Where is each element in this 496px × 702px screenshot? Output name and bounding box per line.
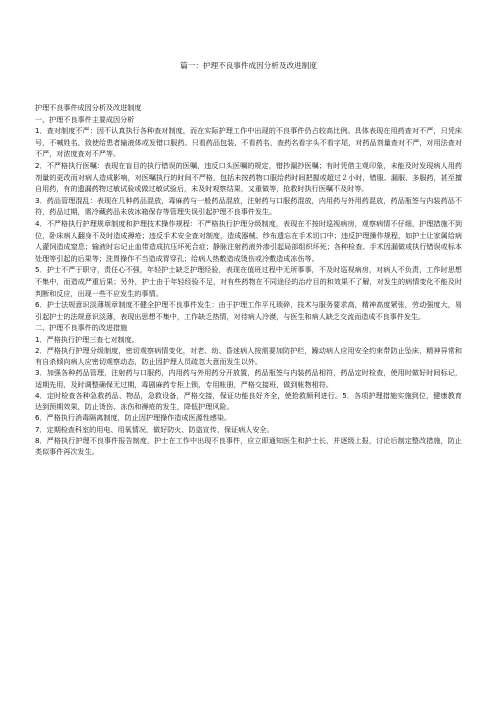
measure-item-4-5: 4．定时检查各种急救药品、物品，急救设备，严格交接，保证功能良好齐全，使抢救顺利进行。5．各项护理措施实施到位，健康教育达到预期效果，防止烫伤、冻伤和褥疮的发生，降低护理风险。	[35, 390, 462, 412]
section-title: 护理不良事件成因分析及改进制度	[35, 103, 142, 112]
measure-item-2: 2．严格执行护理分级制度，密切观察病情变化，对老、幼、昏迷病人按需要加防护栏，躁动病人应用安全约束带防止坠床，精神异常和有自杀倾向病人应密切观察动态，防止因护理人员疏忽大意而发生以外。	[35, 346, 462, 367]
cause-item-1: 1．查对制度不严：因不认真执行各种查对制度，而在实际护理工作中出现的不良事件仍占较高比例。具体表现在用药查对不严，只凭床号，不喊姓名，致使给患者输液体或发错口服药。只看药品包装，不看药名，查药名看字头不看字尾，对药品剂量查对不严，对用法查对不严，对浓度查对不严等。	[35, 126, 462, 159]
cause-item-5: 5．护士不严于职守，责任心不强，年轻护士缺乏护理经验，表现在值班过程中无所事事，不及时巡视病房，对病人不负责，工作时思想不集中，而造成严重后果；另外，护士由于年轻经验不足，对有些药物在不同途径的治疗目的和效果不了解，对发生的病情变化不能及时判断和反应，出现一些不应发生的事情。	[35, 265, 462, 298]
page-title: 篇一：护理不良事件成因分析及改进制度	[180, 61, 317, 70]
cause-item-4: 4．不严格执行护理规章制度和护理技术操作规程：不严格执行护理分级制度，表现在不按时巡视病房，观察病情不仔细，护理措施不到位，卧床病人翻身不及时造成褥疮；违反手术安全查对制度，造成器械、纱布遗忘在手术切口中；违反护理操作规程，如护士让家属给病人灌饲造成窒息；输液时忘记止血带造成抗压坏死合症；静脉注射药液外渗引起局部组织坏死；各种检查、手术因漏做或执行错误或标本处理等引起的后果等；洗胃操作不当造成胃穿孔；给病人热敷造成烫伤或冷敷造成冻伤等。	[35, 218, 462, 263]
measure-item-7: 7．定期检查科室的用电、用氧情况，做好防火、防盗宣传，保证病人安全。	[35, 424, 274, 434]
section-heading-causes: 一、护理不良事件主要成因分析	[35, 114, 135, 124]
cause-item-6: 6．护士法规意识淡薄规章制度不健全护理不良事件发生：由于护理工作平凡琐碎，技术与服务要求高，精神高度紧张，劳动强度大，易引起护士的法规意识淡薄，表现出思想不集中，工作缺乏热情，对待病人冷漠，与医生和病人缺乏交流而造成不良事件发生。	[35, 300, 462, 321]
section-heading-measures: 二、护理不良事件的改进措施	[35, 323, 128, 333]
measure-item-6: 6．严格执行消毒隔离制度，防止因护理操作造成医源性感染。	[35, 413, 232, 423]
cause-item-2: 2．不严格执行医嘱：表现在盲目的执行错误的医嘱，违反口头医嘱的规定，错抄漏抄医嘱；有时凭借主观印象，未能及时发现病人用药剂量的更改而对病人造成影响，对医嘱执行的时间不严格，包括未按药物口服给药时间把握或超过２小时，错服、漏服、多服药，甚至擅自用药，有的遗漏药物过敏试验或做过敏试验后，未及时观察结果，又重做等，抢救时执行医嘱不及时等。	[35, 160, 462, 194]
measure-item-3: 3．加强各种药品管理，注射药与口服药，内用药与外用药分开放置，药品瓶签与内装药品相符，药品定时检查，使用时做好时间标记，适期先用，及时调整确保无过期，毒剧麻药专柜上锁，专用帐册，严格交接班，做到帐物相符。	[35, 368, 462, 389]
cause-item-3: 3．药品管理混乱：表现在几种药品混放，毒麻药与一般药品混放，注射药与口服药混放，内用药与外用药混放，药品瓶签与内装药品不符，药品过期，需冷藏药品未放冰箱保存等管理失误引起护理不良事件发生。	[35, 195, 462, 217]
measure-item-8: 8．严格执行护理不良事件报告制度，护士在工作中出现不良事件，应立即通知医生和护士长，并逐级上报，讨论后制定整改措施，防止类似事件再次发生。	[35, 435, 462, 456]
measure-item-1: 1．严格执行护理三查七对制度。	[35, 334, 139, 344]
